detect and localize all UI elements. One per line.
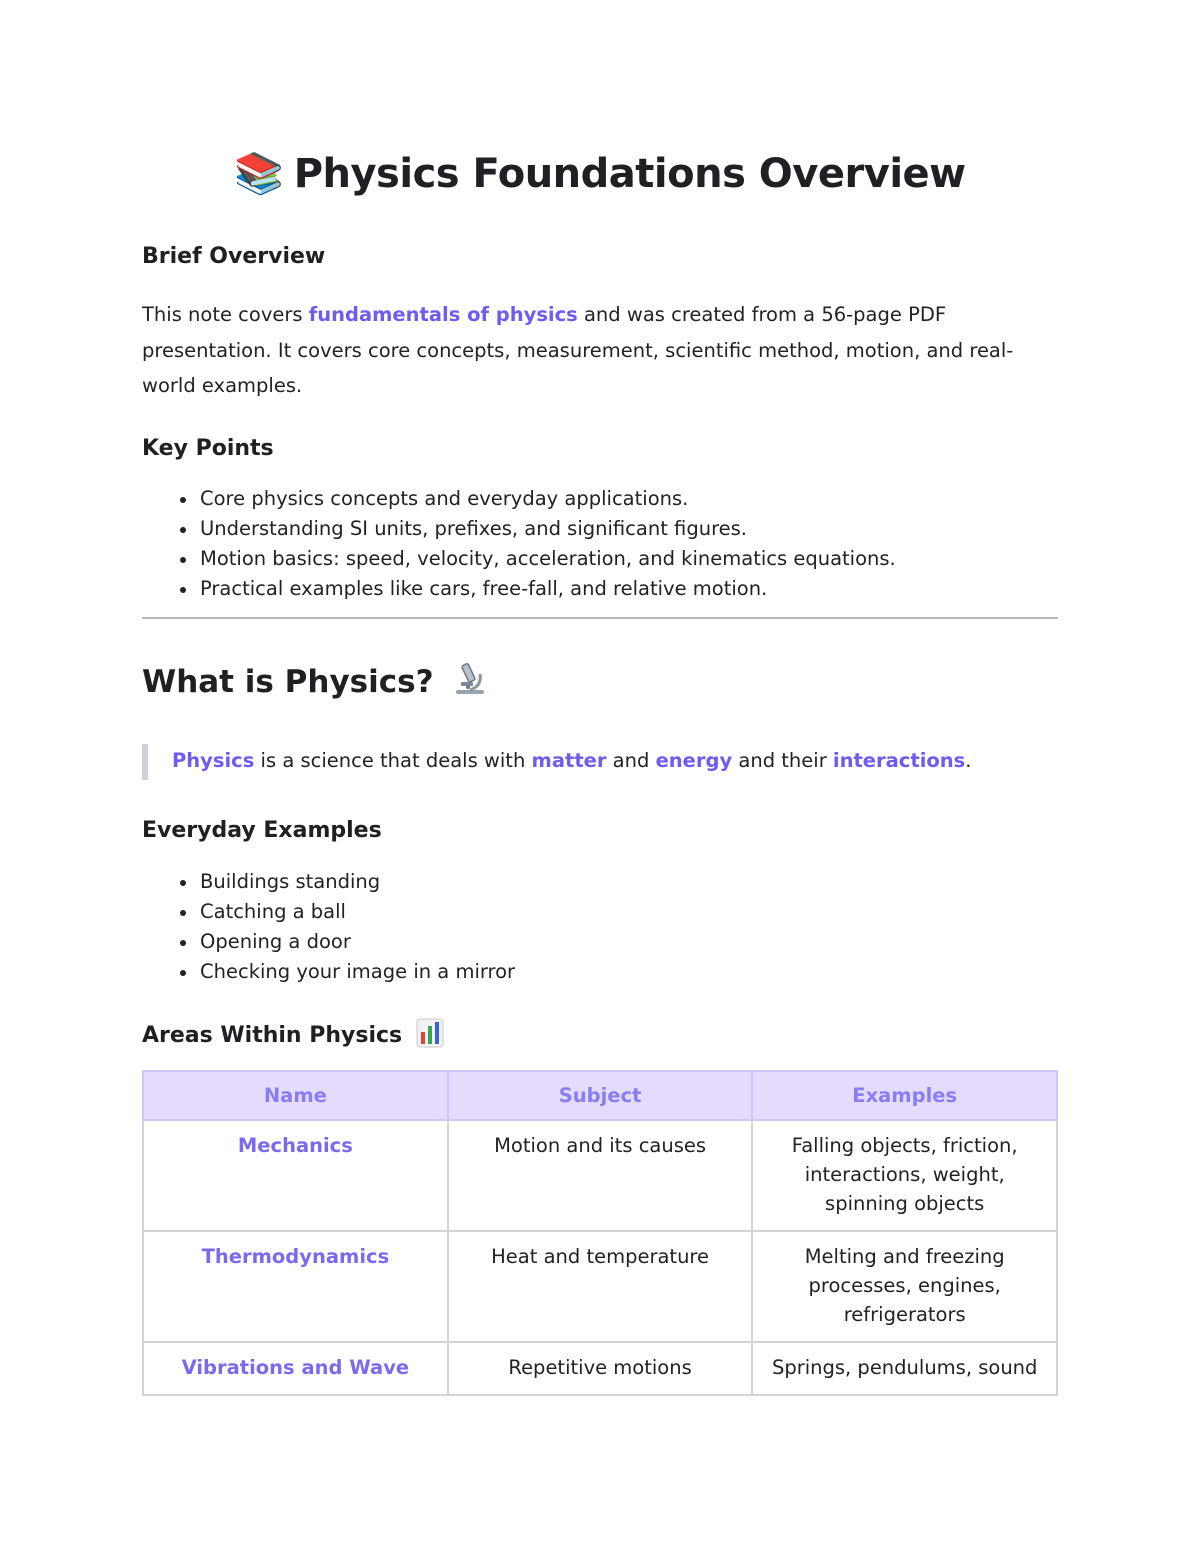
cell-examples: Springs, pendulums, sound: [752, 1342, 1057, 1395]
what-is-physics-heading: [142, 660, 488, 700]
term-matter[interactable]: matter: [531, 749, 607, 772]
key-points-list: [142, 484, 896, 604]
list-item: Catching a ball: [200, 897, 515, 927]
what-is-physics-text: What is Physics?: [142, 664, 434, 700]
brief-overview-heading: Brief Overview: [142, 244, 326, 269]
list-item: Checking your image in a mirror: [200, 957, 515, 987]
cell-examples: Melting and freezing processes, engines, refrigerators: [752, 1231, 1057, 1342]
brief-text-end: and was created from a 56-page PDF presentation. It covers core concepts, measurement, scientific method, motion, and real-world examples.: [142, 303, 1014, 397]
list-item: Opening a door: [200, 927, 515, 957]
brief-text-start: This note covers: [142, 303, 309, 326]
quote-text: and: [606, 749, 656, 772]
term-energy[interactable]: energy: [655, 749, 733, 772]
term-physics[interactable]: Physics: [172, 749, 255, 772]
fundamentals-link[interactable]: fundamentals of physics: [308, 303, 578, 326]
books-icon: 📚: [234, 151, 284, 197]
quote-text: .: [965, 749, 972, 772]
quote-text: is a science that deals with: [254, 749, 532, 772]
brief-overview-paragraph: [142, 297, 1022, 404]
bar-chart-icon: [416, 1018, 444, 1048]
cell-name: Vibrations and Wave: [143, 1342, 448, 1395]
table-row: [143, 1120, 1057, 1231]
areas-heading-text: Areas Within Physics: [142, 1023, 403, 1048]
definition-quote: [142, 744, 1052, 780]
cell-subject: Heat and temperature: [448, 1231, 753, 1342]
key-points-heading: Key Points: [142, 436, 274, 461]
microscope-icon: [452, 660, 488, 696]
list-item: Buildings standing: [200, 867, 515, 897]
quote-text: and their: [732, 749, 833, 772]
page-title-text: Physics Foundations Overview: [293, 151, 966, 197]
cell-name: Mechanics: [143, 1120, 448, 1231]
areas-table: [142, 1070, 1058, 1396]
everyday-examples-list: [142, 867, 515, 987]
column-header-subject: Subject: [448, 1071, 753, 1120]
column-header-examples: Examples: [752, 1071, 1057, 1120]
everyday-examples-heading: Everyday Examples: [142, 818, 382, 843]
areas-heading: [142, 1018, 444, 1048]
cell-examples: Falling objects, friction, interactions, weight, spinning objects: [752, 1120, 1057, 1231]
list-item: Practical examples like cars, free-fall, and relative motion.: [200, 574, 896, 604]
table-row: [143, 1231, 1057, 1342]
list-item: Motion basics: speed, velocity, acceleration, and kinematics equations.: [200, 544, 896, 574]
term-interactions[interactable]: interactions: [832, 749, 966, 772]
cell-subject: Repetitive motions: [448, 1342, 753, 1395]
cell-subject: Motion and its causes: [448, 1120, 753, 1231]
list-item: Understanding SI units, prefixes, and significant figures.: [200, 514, 896, 544]
page-title: [142, 148, 1058, 200]
cell-name: Thermodynamics: [143, 1231, 448, 1342]
table-header-row: [143, 1071, 1057, 1120]
table-row: [143, 1342, 1057, 1395]
section-divider: [142, 617, 1058, 619]
list-item: Core physics concepts and everyday applications.: [200, 484, 896, 514]
column-header-name: Name: [143, 1071, 448, 1120]
